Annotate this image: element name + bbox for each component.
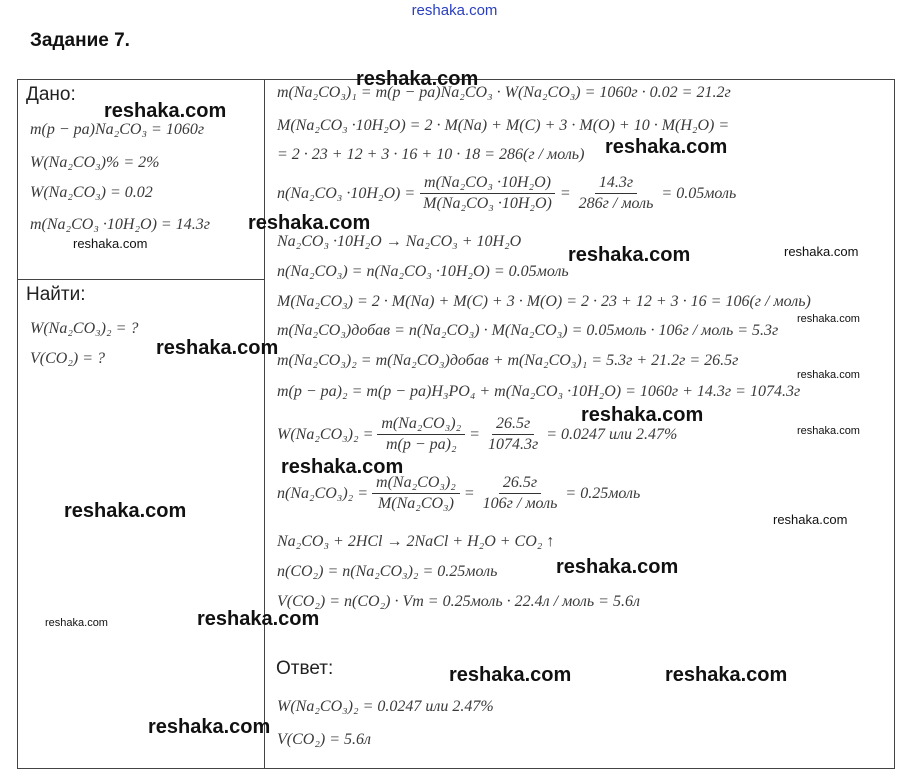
fraction-numerator: 14.3г	[595, 174, 637, 194]
equals-sign: =	[469, 425, 480, 443]
watermark: reshaka.com	[556, 556, 679, 578]
find-heading: Найти:	[26, 284, 86, 305]
watermark: reshaka.com	[797, 313, 860, 325]
fraction-numerator: 26.5г	[492, 415, 534, 435]
solution-line: n(CO₂) = n(Na₂CO₃)₂ = 0.25моль	[277, 563, 498, 580]
fraction	[372, 474, 460, 513]
fraction-numerator: m(Na₂CO₃)₂	[372, 474, 460, 494]
fraction	[479, 474, 562, 513]
answer-line: W(Na₂CO₃)₂ = 0.0247 или 2.47%	[277, 698, 494, 715]
fraction	[484, 415, 542, 454]
fraction	[377, 415, 465, 454]
watermark: reshaka.com	[156, 337, 279, 359]
fraction-lhs: W(Na₂CO₃)₂ =	[277, 425, 374, 443]
solution-line: Na₂CO₃ + 2HCl → 2NaCl + H₂O + CO₂ ↑	[277, 533, 555, 550]
fraction-denominator: 106г / моль	[482, 495, 558, 512]
watermark: reshaka.com	[197, 608, 320, 630]
watermark: reshaka.com	[73, 236, 148, 251]
fraction-denominator: 1074.3г	[487, 436, 539, 453]
find-line: W(Na₂CO₃)₂ = ?	[30, 320, 139, 337]
fraction	[419, 174, 556, 213]
fraction-denominator: M(Na₂CO₃)	[377, 495, 454, 512]
solution-line: = 2 · 23 + 12 + 3 · 16 + 10 · 18 = 286(г / моль)	[277, 146, 585, 163]
given-line: W(Na₂CO₃) = 0.02	[30, 184, 153, 201]
watermark: reshaka.com	[773, 512, 848, 527]
answer-line: V(CO₂) = 5.6л	[277, 731, 371, 748]
equals-sign: =	[463, 484, 475, 502]
fraction-lhs: n(Na₂CO₃ ·10H₂O) =	[277, 184, 416, 202]
watermark: reshaka.com	[784, 244, 859, 259]
solution-line: m(p − pa)₂ = m(p − pa)H₃PO₄ + m(Na₂CO₃ ·10H₂O) = 1060г + 14.3г = 1074.3г	[277, 383, 801, 400]
watermark: reshaka.com	[797, 425, 860, 437]
solution-line: m(Na₂CO₃)₁ = m(p − pa)Na₂CO₃ · W(Na₂CO₃) = 1060г · 0.02 = 21.2г	[277, 84, 731, 101]
fraction-result: = 0.05моль	[661, 184, 737, 202]
watermark: reshaka.com	[665, 664, 788, 686]
solution-line: m(Na₂CO₃)₂ = m(Na₂CO₃)добав + m(Na₂CO₃)₁ = 5.3г + 21.2г = 26.5г	[277, 352, 739, 369]
watermark: reshaka.com	[581, 404, 704, 426]
fraction-denominator: M(Na₂CO₃ ·10H₂O)	[423, 195, 552, 212]
fraction-lhs: n(Na₂CO₃)₂ =	[277, 484, 369, 502]
watermark: reshaka.com	[64, 500, 187, 522]
answer-heading: Ответ:	[276, 658, 334, 679]
watermark: reshaka.com	[797, 369, 860, 381]
fraction-result: = 0.0247 или 2.47%	[546, 425, 678, 443]
fraction-denominator: 286г / моль	[578, 195, 654, 212]
solution-line: V(CO₂) = n(CO₂) · Vm = 0.25моль · 22.4л / моль = 5.6л	[277, 593, 640, 610]
solution-line: n(Na₂CO₃) = n(Na₂CO₃ ·10H₂O) = 0.05моль	[277, 263, 569, 280]
task-title: Задание 7.	[30, 30, 130, 51]
fraction	[575, 174, 658, 213]
fraction-numerator: m(Na₂CO₃)₂	[377, 415, 465, 435]
given-line: m(p − pa)Na₂CO₃ = 1060г	[30, 121, 205, 138]
given-line: m(Na₂CO₃ ·10H₂O) = 14.3г	[30, 216, 210, 233]
watermark: reshaka.com	[248, 212, 371, 234]
watermark: reshaka.com	[568, 244, 691, 266]
solution-line: M(Na₂CO₃) = 2 · M(Na) + M(C) + 3 · M(O) = 2 · 23 + 12 + 3 · 16 = 106(г / моль)	[277, 293, 811, 310]
given-heading: Дано:	[26, 84, 76, 105]
fraction-result: = 0.25моль	[565, 484, 641, 502]
solution-line: M(Na₂CO₃ ·10H₂O) = 2 · M(Na) + M(C) + 3 · M(O) + 10 · M(H₂O) =	[277, 117, 730, 134]
fraction-denominator: m(p − pa)₂	[385, 436, 457, 453]
solution-line: Na₂CO₃ ·10H₂O → Na₂CO₃ + 10H₂O	[277, 233, 522, 250]
given-line: W(Na₂CO₃)% = 2%	[30, 154, 160, 171]
solution-line: m(Na₂CO₃)добав = n(Na₂CO₃) · M(Na₂CO₃) = 0.05моль · 106г / моль = 5.3г	[277, 322, 779, 339]
watermark: reshaka.com	[148, 716, 271, 738]
watermark: reshaka.com	[281, 456, 404, 478]
fraction-numerator: 26.5г	[499, 474, 541, 494]
solution-fraction-line	[277, 474, 640, 513]
site-header-link[interactable]: reshaka.com	[411, 2, 498, 19]
fraction-numerator: m(Na₂CO₃ ·10H₂O)	[420, 174, 555, 194]
equals-sign: =	[559, 184, 571, 202]
find-line: V(CO₂) = ?	[30, 350, 106, 367]
watermark: reshaka.com	[356, 68, 479, 90]
watermark: reshaka.com	[104, 100, 227, 122]
watermark: reshaka.com	[45, 617, 108, 629]
watermark: reshaka.com	[449, 664, 572, 686]
solution-fraction-line	[277, 174, 736, 213]
watermark: reshaka.com	[605, 136, 728, 158]
